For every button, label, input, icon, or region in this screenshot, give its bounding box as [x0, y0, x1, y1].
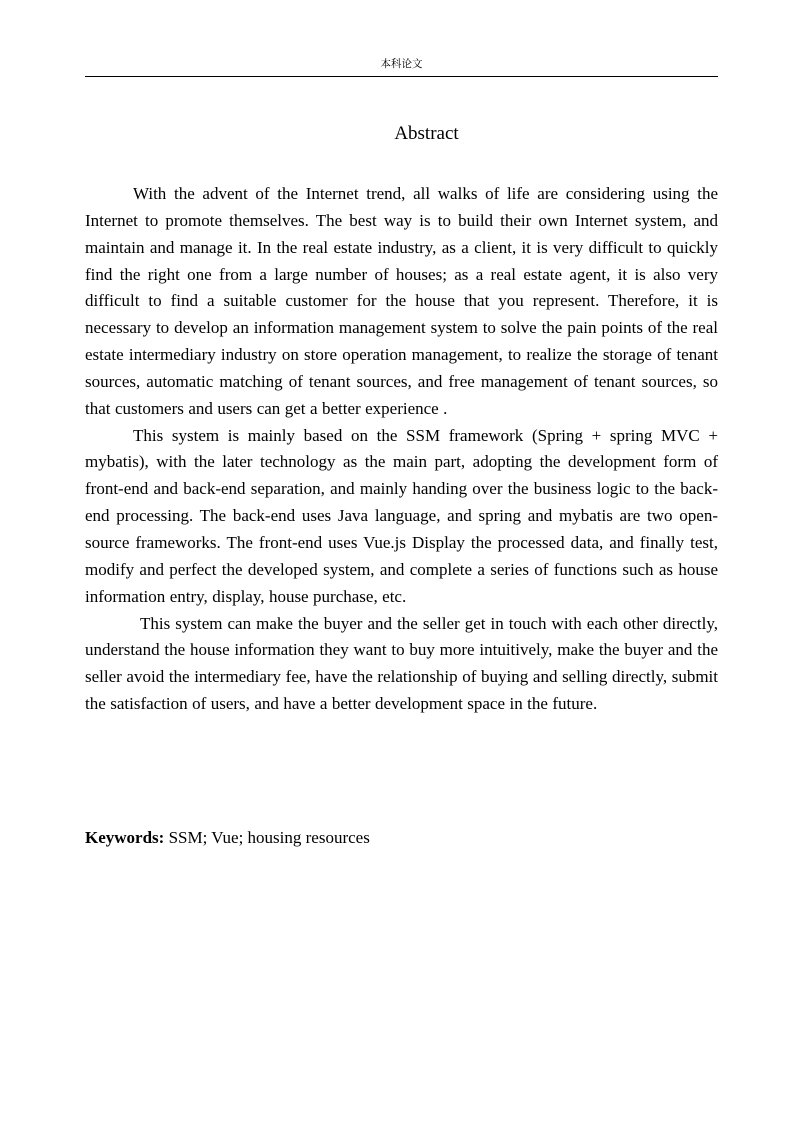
keywords-line	[85, 825, 718, 851]
abstract-body	[85, 181, 718, 718]
running-header: 本科论文	[380, 58, 423, 70]
abstract-paragraph-1: With the advent of the Internet trend, all walks of life are considering using the Internet to promote themselves. The best way is to build their own Internet system, and maintain and manage it. In the real estate industry, as a client, it is very difficult to quickly find the right one from a large number of houses; as a real estate agent, it is also very difficult to find a suitable customer for the house that you represent. Therefore, it is necessary to develop an information management system to solve the pain points of the real estate intermediary industry on store operation management, to realize the storage of tenant sources, automatic matching of tenant sources, and free management of tenant sources, so that customers and users can get a better experience .	[85, 184, 718, 418]
abstract-title: Abstract	[394, 123, 459, 144]
abstract-paragraph-2: This system is mainly based on the SSM framework (Spring + spring MVC + mybatis), with the later technology as the main part, adopting the development form of front-end and back-end separation, and mainly handing over the business logic to the back-end processing. The back-end uses Java language, and spring and mybatis are two open-source frameworks. The front-end uses Vue.js Display the processed data, and finally test, modify and perfect the developed system, and complete a series of functions such as house information entry, display, house purchase, etc.	[85, 425, 718, 606]
keywords-value: SSM; Vue; housing resources	[168, 828, 370, 847]
header-rule	[85, 76, 718, 77]
abstract-paragraph-3: This system can make the buyer and the seller get in touch with each other directly, understand the house information they want to buy more intuitively, make the buyer and the seller avoid the intermediary fee, have the relationship of buying and selling directly, submit the satisfaction of users, and have a better development space in the future.	[85, 613, 718, 714]
keywords-label: Keywords:	[85, 828, 165, 847]
